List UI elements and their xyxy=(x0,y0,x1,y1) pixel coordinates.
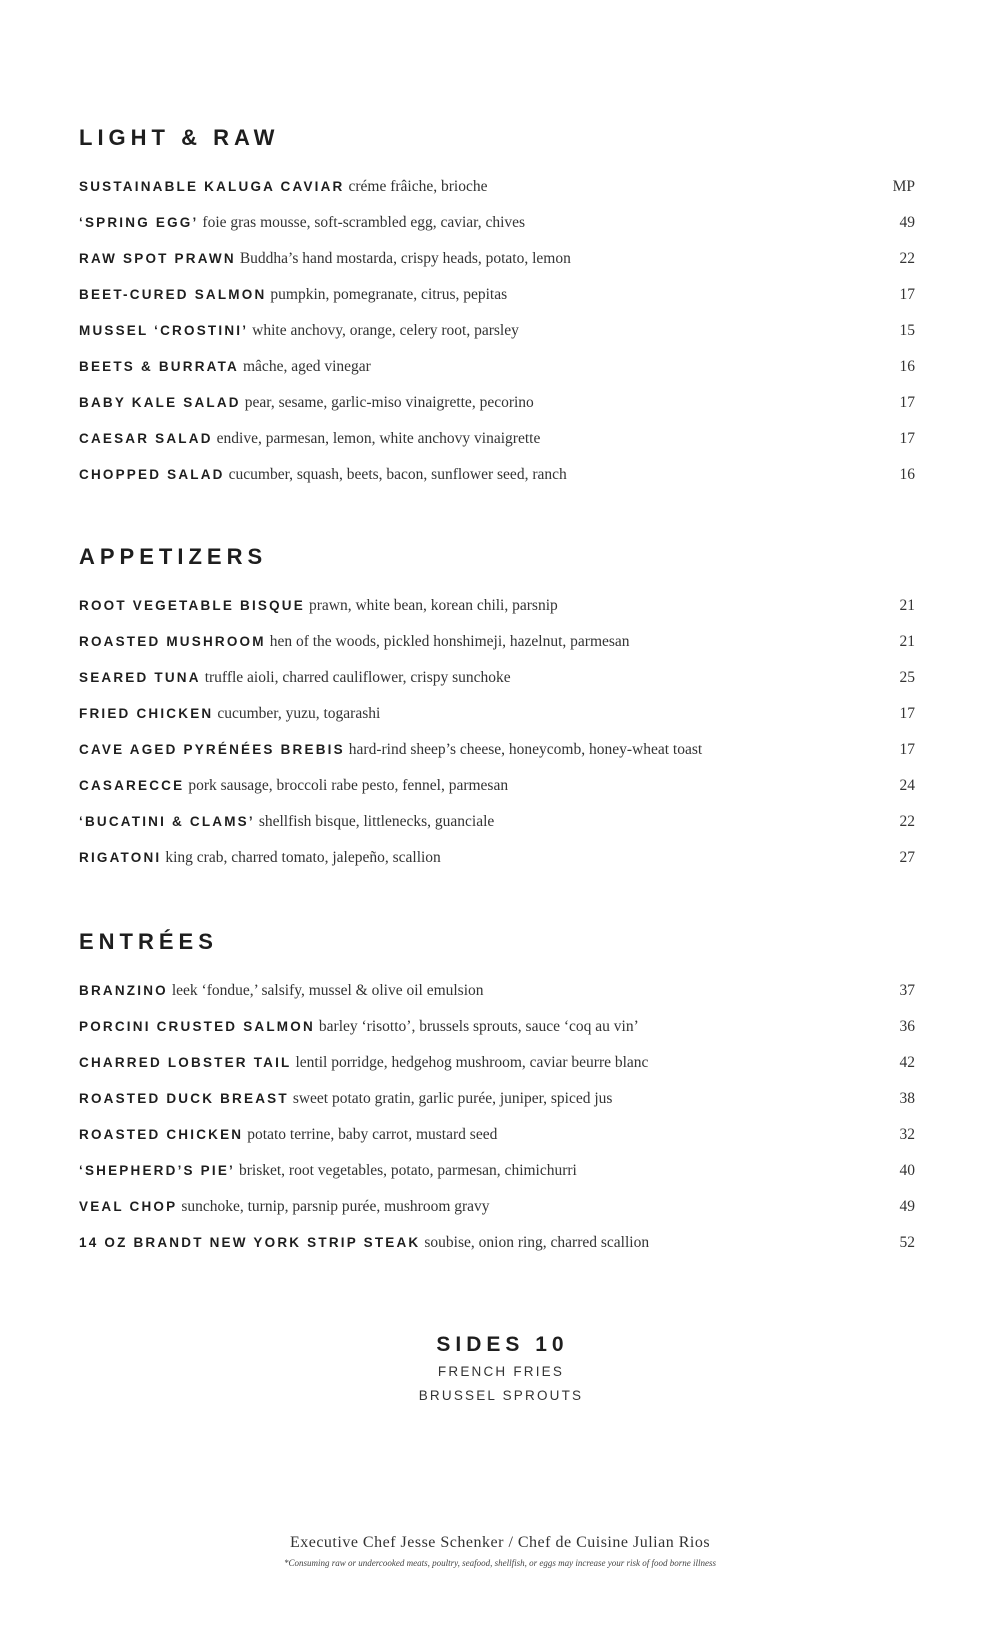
menu-item xyxy=(79,241,915,277)
menu-item-price: 32 xyxy=(899,1126,915,1143)
menu-item-description: brisket, root vegetables, potato, parmesan, chimichurri xyxy=(238,1162,577,1179)
section-appetizers xyxy=(79,542,915,876)
menu-item xyxy=(79,277,915,313)
menu-item xyxy=(79,385,915,421)
menu-item xyxy=(79,588,915,624)
section-light-raw xyxy=(79,123,915,493)
menu-item-name: ‘SPRING EGG’ xyxy=(79,215,199,230)
menu-item-description: prawn, white bean, korean chili, parsnip xyxy=(308,597,558,614)
menu-item-description: créme frâiche, brioche xyxy=(348,178,488,195)
menu-item-price: 17 xyxy=(899,394,915,411)
menu-item-description: pear, sesame, garlic-miso vinaigrette, pecorino xyxy=(244,394,534,411)
menu-item xyxy=(79,973,915,1009)
menu-item-price: 17 xyxy=(899,286,915,303)
menu-item xyxy=(79,840,915,876)
menu-item-price: 49 xyxy=(899,214,915,231)
menu-item-name: VEAL CHOP xyxy=(79,1199,178,1214)
menu-item-description: pumpkin, pomegranate, citrus, pepitas xyxy=(270,286,508,303)
menu-item-name: SEARED TUNA xyxy=(79,670,201,685)
section-title: APPETIZERS xyxy=(79,544,268,569)
menu-item-name: 14 OZ BRANDT NEW YORK STRIP STEAK xyxy=(79,1235,421,1250)
menu-item xyxy=(79,1153,915,1189)
menu-item-list xyxy=(79,973,915,1261)
menu-item-price: MP xyxy=(892,178,915,195)
menu-item-price: 22 xyxy=(899,250,915,267)
menu-item xyxy=(79,313,915,349)
menu-item-price: 15 xyxy=(899,322,915,339)
menu-item-description: truffle aioli, charred cauliflower, crispy sunchoke xyxy=(204,669,511,686)
sides-item: FRENCH FRIES xyxy=(437,1364,565,1379)
section-entrees xyxy=(79,927,915,1261)
menu-item-name: ROOT VEGETABLE BISQUE xyxy=(79,598,305,613)
menu-item-name: ROASTED DUCK BREAST xyxy=(79,1091,289,1106)
menu-item xyxy=(79,1225,915,1261)
menu-item-name: BABY KALE SALAD xyxy=(79,395,241,410)
menu-item-description: pork sausage, broccoli rabe pesto, fennel, parmesan xyxy=(188,777,509,794)
footer xyxy=(0,1530,1000,1568)
menu-item xyxy=(79,660,915,696)
menu-item xyxy=(79,1009,915,1045)
menu-item-description: sweet potato gratin, garlic purée, juniper, spiced jus xyxy=(292,1090,613,1107)
menu-item-name: ROASTED CHICKEN xyxy=(79,1127,244,1142)
menu-item-name: CHOPPED SALAD xyxy=(79,467,225,482)
menu-item-price: 36 xyxy=(899,1018,915,1035)
menu-item-price: 17 xyxy=(899,705,915,722)
menu-item-name: FRIED CHICKEN xyxy=(79,706,214,721)
menu-item xyxy=(79,1045,915,1081)
menu-item xyxy=(79,169,915,205)
menu-item-price: 17 xyxy=(899,430,915,447)
menu-item-description: hen of the woods, pickled honshimeji, hazelnut, parmesan xyxy=(269,633,630,650)
menu-item-name: ROASTED MUSHROOM xyxy=(79,634,266,649)
menu-item-description: king crab, charred tomato, jalepeño, scallion xyxy=(165,849,441,866)
menu-item-description: cucumber, squash, beets, bacon, sunflower seed, ranch xyxy=(228,466,567,483)
menu-item-name: RAW SPOT PRAWN xyxy=(79,251,236,266)
menu-item-price: 27 xyxy=(899,849,915,866)
menu-item-price: 22 xyxy=(899,813,915,830)
menu-item-name: SUSTAINABLE KALUGA CAVIAR xyxy=(79,179,345,194)
health-disclaimer: *Consuming raw or undercooked meats, poultry, seafood, shellfish, or eggs may increase your risk of food borne illness xyxy=(283,1558,717,1568)
menu-item-description: sunchoke, turnip, parsnip purée, mushroom gravy xyxy=(181,1198,490,1215)
menu-item xyxy=(79,804,915,840)
menu-item-description: shellfish bisque, littlenecks, guanciale xyxy=(258,813,495,830)
menu-item-name: CAESAR SALAD xyxy=(79,431,213,446)
menu-item-name: CASARECCE xyxy=(79,778,185,793)
menu-item-price: 24 xyxy=(899,777,915,794)
menu-item-price: 16 xyxy=(899,466,915,483)
menu-item xyxy=(79,768,915,804)
menu-item-name: ‘SHEPHERD’S PIE’ xyxy=(79,1163,235,1178)
menu-item-price: 21 xyxy=(899,597,915,614)
menu-item-description: potato terrine, baby carrot, mustard seed xyxy=(247,1126,498,1143)
menu-item-price: 42 xyxy=(899,1054,915,1071)
menu-item-description: soubise, onion ring, charred scallion xyxy=(424,1234,650,1251)
menu-item-list xyxy=(79,169,915,493)
menu-item-description: leek ‘fondue,’ salsify, mussel & olive oil emulsion xyxy=(171,982,484,999)
menu-item-description: mâche, aged vinegar xyxy=(243,358,371,375)
sides-title: SIDES 10 xyxy=(436,1333,569,1356)
menu-item-price: 38 xyxy=(899,1090,915,1107)
menu-item xyxy=(79,732,915,768)
menu-item-description: endive, parmesan, lemon, white anchovy vinaigrette xyxy=(216,430,541,447)
menu-item-name: PORCINI CRUSTED SALMON xyxy=(79,1019,315,1034)
menu-item-price: 17 xyxy=(899,741,915,758)
section-sides xyxy=(0,1330,1000,1408)
section-title: LIGHT & RAW xyxy=(79,125,280,150)
menu-item-name: BRANZINO xyxy=(79,983,168,998)
menu-item-description: lentil porridge, hedgehog mushroom, caviar beurre blanc xyxy=(295,1054,649,1071)
sides-item: BRUSSEL SPROUTS xyxy=(418,1388,584,1403)
menu-item xyxy=(79,349,915,385)
menu-item-price: 52 xyxy=(899,1234,915,1251)
menu-item-name: RIGATONI xyxy=(79,850,162,865)
menu-item xyxy=(79,624,915,660)
menu-item-description: cucumber, yuzu, togarashi xyxy=(217,705,381,722)
menu-item-name: MUSSEL ‘CROSTINI’ xyxy=(79,323,249,338)
menu-item-price: 40 xyxy=(899,1162,915,1179)
menu-item xyxy=(79,696,915,732)
menu-item xyxy=(79,1081,915,1117)
menu-item-list xyxy=(79,588,915,876)
menu-item-price: 37 xyxy=(899,982,915,999)
menu-item-price: 25 xyxy=(899,669,915,686)
menu-item xyxy=(79,421,915,457)
menu-item xyxy=(79,457,915,493)
menu-item-price: 21 xyxy=(899,633,915,650)
menu-item xyxy=(79,1189,915,1225)
menu-item-name: CHARRED LOBSTER TAIL xyxy=(79,1055,292,1070)
menu-item-name: BEET-CURED SALMON xyxy=(79,287,267,302)
menu-item-description: white anchovy, orange, celery root, parsley xyxy=(252,322,519,339)
menu-item-name: CAVE AGED PYRÉNÉES BREBIS xyxy=(79,742,345,757)
menu-item-description: barley ‘risotto’, brussels sprouts, sauce ‘coq au vin’ xyxy=(318,1018,639,1035)
menu-item-description: Buddha’s hand mostarda, crispy heads, potato, lemon xyxy=(239,250,571,267)
menu-item xyxy=(79,1117,915,1153)
menu-item xyxy=(79,205,915,241)
section-title: ENTRÉES xyxy=(79,929,218,954)
menu-item-name: ‘BUCATINI & CLAMS’ xyxy=(79,814,255,829)
chef-credits: Executive Chef Jesse Schenker / Chef de Cuisine Julian Rios xyxy=(289,1534,711,1551)
menu-item-name: BEETS & BURRATA xyxy=(79,359,239,374)
menu-item-price: 49 xyxy=(899,1198,915,1215)
menu-item-description: hard-rind sheep’s cheese, honeycomb, honey-wheat toast xyxy=(348,741,703,758)
menu-item-price: 16 xyxy=(899,358,915,375)
menu-item-description: foie gras mousse, soft-scrambled egg, caviar, chives xyxy=(202,214,526,231)
